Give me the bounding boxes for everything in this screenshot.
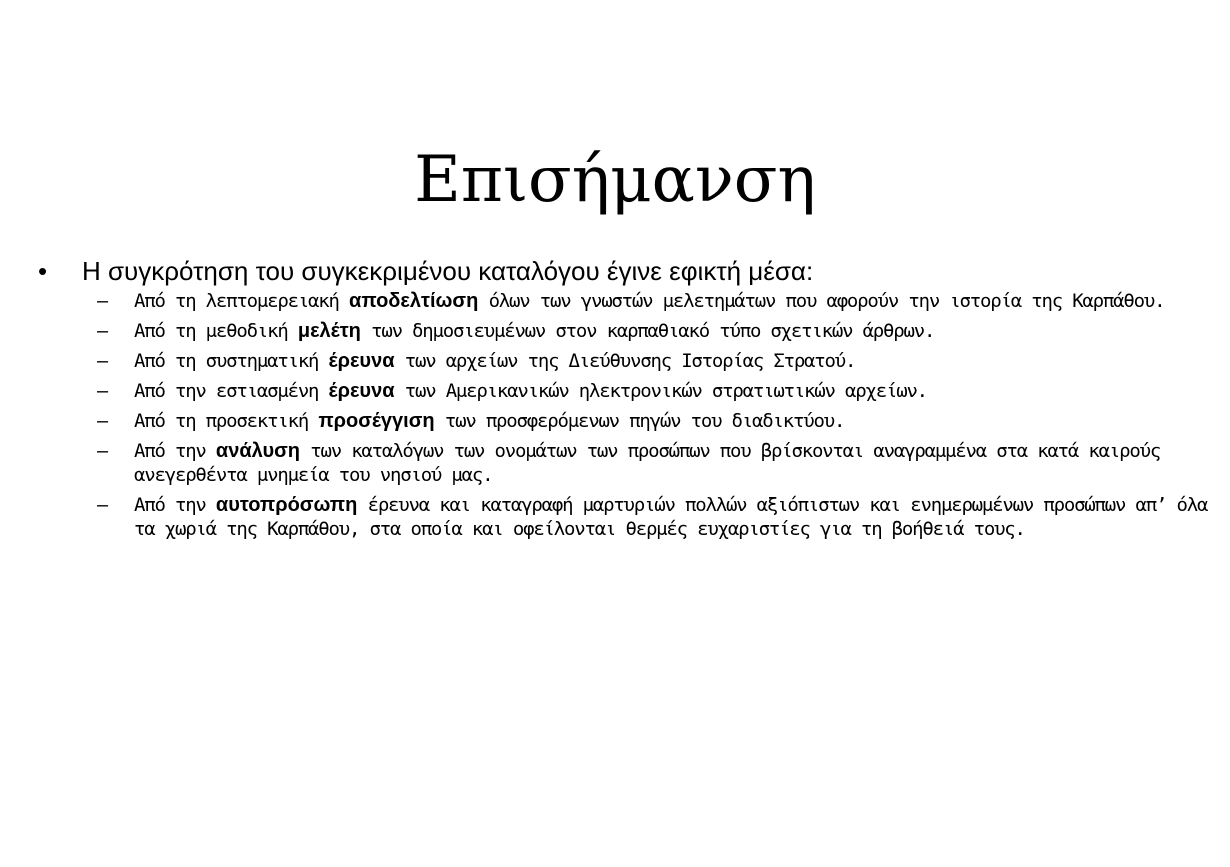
sub-bullet-text-lead: Από τη προσεκτική <box>134 410 319 432</box>
sub-bullet-keyword: έρευνα <box>328 350 395 372</box>
sub-bullet-text <box>134 379 1214 403</box>
sub-bullet-text-lead: Από την <box>134 440 216 462</box>
sub-bullet-marker: – <box>97 350 109 372</box>
sub-bullet-marker: – <box>97 290 109 312</box>
sub-bullet-text-rest: των δημοσιευμένων στον καρπαθιακό τύπο σχετικών άρθρων. <box>360 320 935 342</box>
sub-bullet-keyword: ανάλυση <box>215 440 300 462</box>
sub-bullet-item <box>0 409 1230 433</box>
sub-bullet-text-lead: Από τη μεθοδική <box>134 320 298 342</box>
sub-bullet-marker: – <box>97 320 109 342</box>
sub-bullet-text-lead: Από την εστιασμένη <box>134 380 329 402</box>
sub-bullet-text <box>134 319 1214 343</box>
sub-bullet-text-rest: των αρχείων της Διεύθυνσης Ιστορίας Στρατού. <box>394 350 856 372</box>
sub-bullet-list <box>0 289 1230 547</box>
sub-bullet-keyword: μελέτη <box>297 320 361 342</box>
sub-bullet-text-rest: των προσφερόμενων πηγών του διαδικτύου. <box>434 410 845 432</box>
sub-bullet-marker: – <box>97 440 109 462</box>
sub-bullet-text <box>134 493 1214 541</box>
sub-bullet-item <box>0 349 1230 373</box>
sub-bullet-item <box>0 289 1230 313</box>
sub-bullet-text <box>134 289 1214 313</box>
sub-bullet-marker: – <box>97 380 109 402</box>
sub-bullet-text <box>134 349 1214 373</box>
sub-bullet-text-lead: Από την <box>134 494 216 516</box>
sub-bullet-keyword: αυτοπρόσωπη <box>215 494 358 516</box>
sub-bullet-text <box>134 409 1214 433</box>
sub-bullet-item <box>0 493 1230 541</box>
sub-bullet-text-rest: των Αμερικανικών ηλεκτρονικών στρατιωτικών αρχείων. <box>394 380 927 402</box>
sub-bullet-item <box>0 319 1230 343</box>
main-bullet-text: Η συγκρότηση του συγκεκριμένου καταλόγου έγινε εφικτή μέσα: <box>82 256 814 286</box>
sub-bullet-text-rest: όλων των γνωστών μελετημάτων που αφορούν την ιστορία της Καρπάθου. <box>478 290 1165 312</box>
sub-bullet-keyword: έρευνα <box>328 380 395 402</box>
sub-bullet-text-rest: των καταλόγων των ονομάτων των προσώπων που βρίσκονται αναγραμμένα στα κατά καιρούς ανεγερθέντα μνημεία του νησιού μας. <box>134 440 1161 486</box>
main-bullet-marker: • <box>38 256 48 286</box>
sub-bullet-text-lead: Από τη συστηματική <box>134 350 329 372</box>
sub-bullet-keyword: αποδελτίωση <box>349 290 479 312</box>
sub-bullet-item <box>0 379 1230 403</box>
sub-bullet-item <box>0 439 1230 487</box>
sub-bullet-marker: – <box>97 494 109 516</box>
sub-bullet-text <box>134 439 1214 487</box>
sub-bullet-marker: – <box>97 410 109 432</box>
sub-bullet-text-lead: Από τη λεπτομερειακή <box>134 290 350 312</box>
sub-bullet-keyword: προσέγγιση <box>318 410 435 432</box>
slide-title: Επισήμανση <box>414 143 816 217</box>
sub-bullet-text-rest: έρευνα και καταγραφή μαρτυριών πολλών αξιόπιστων και ενημερωμένων προσώπων απ’ όλα τα χωριά της Καρπάθου, στα οποία και οφείλονται θερμές ευχαριστίες για τη βοήθειά τους. <box>134 494 1208 540</box>
